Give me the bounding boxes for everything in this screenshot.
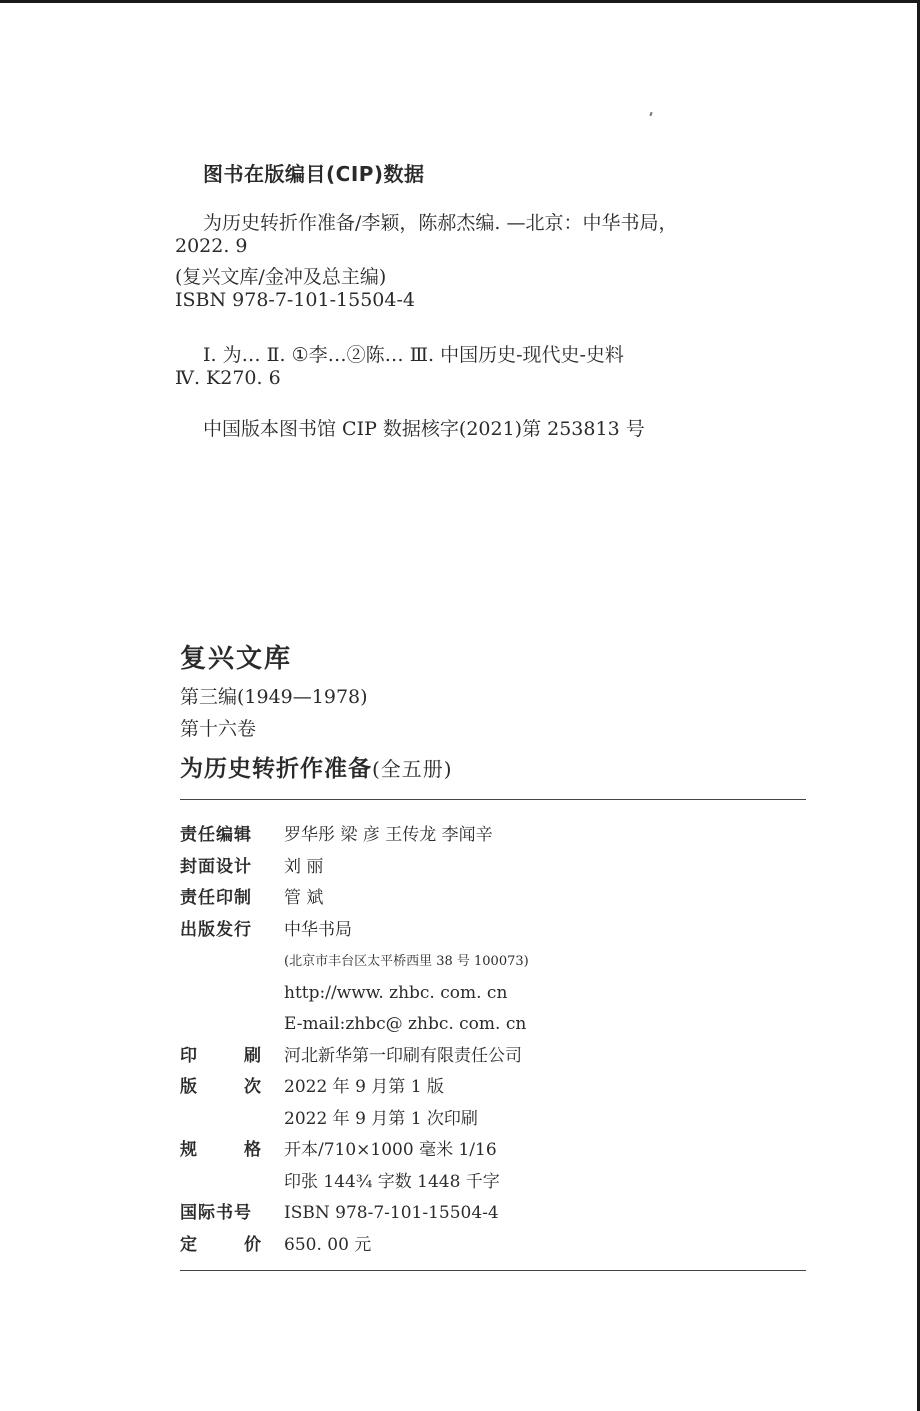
credit-row-website: [180, 978, 780, 1010]
credit-value: 河北新华第一印刷有限责任公司: [284, 1045, 522, 1066]
credit-row-printing-supervisor: [180, 883, 780, 915]
credit-label: 印刷: [180, 1045, 262, 1066]
book-title-text: 为历史转折作准备: [180, 756, 372, 782]
credit-label: 责任印制: [180, 888, 252, 908]
credit-label: 封面设计: [180, 856, 252, 877]
credit-row-cover-design: [180, 852, 780, 884]
credit-row-email: [180, 1009, 780, 1041]
credit-value: 2022 年 9 月第 1 版: [284, 1077, 444, 1097]
credit-row-address: [180, 946, 780, 978]
credit-label: 版次: [180, 1077, 262, 1097]
cip-heading: 图书在版编目(CIP)数据: [203, 162, 425, 186]
credits-table: [180, 820, 780, 1261]
book-title-note: (全五册): [372, 757, 453, 781]
credit-value: 刘 丽: [284, 856, 324, 877]
credit-row-printing: [180, 1104, 780, 1136]
credit-value: 2022 年 9 月第 1 次印刷: [284, 1108, 478, 1129]
credit-row-editor: [180, 820, 780, 852]
credit-value: http://www. zhbc. com. cn: [284, 982, 508, 1003]
credit-label: 规格: [180, 1140, 262, 1160]
credit-label: 国际书号: [180, 1203, 252, 1223]
credit-row-edition: [180, 1072, 780, 1104]
credit-label: 责任编辑: [180, 825, 252, 845]
credit-value: 罗华彤 梁 彦 王传龙 李闻辛: [284, 825, 493, 845]
credit-row-publisher: [180, 915, 780, 947]
cip-line-class-number: Ⅳ. K270. 6: [175, 367, 281, 389]
credit-row-printer: [180, 1041, 780, 1073]
book-title: [180, 750, 453, 783]
cip-line-catalog-number: 中国版本图书馆 CIP 数据核字(2021)第 253813 号: [203, 418, 645, 440]
cip-line-classification: Ⅰ. 为… Ⅱ. ①李…②陈… Ⅲ. 中国历史-现代史-史料: [203, 344, 624, 366]
series-edition: 第三编(1949—1978): [180, 686, 368, 708]
bottom-divider: [180, 1270, 806, 1271]
credit-row-sheets: [180, 1167, 780, 1199]
credit-row-isbn: [180, 1198, 780, 1230]
top-divider: [180, 799, 806, 800]
series-title: 复兴文库: [180, 644, 293, 674]
credit-value: ISBN 978-7-101-15504-4: [284, 1203, 499, 1223]
cip-line-title: 为历史转折作准备/李颖，陈郝杰编. —北京：中华书局，: [203, 212, 678, 234]
credit-value: 650. 00 元: [284, 1234, 372, 1255]
credit-value: 开本/710×1000 毫米 1/16: [284, 1140, 497, 1160]
series-volume: 第十六卷: [180, 718, 257, 740]
credit-value: 管 斌: [284, 888, 324, 908]
credit-label: 出版发行: [180, 919, 252, 940]
cip-line-date: 2022. 9: [175, 235, 248, 257]
scan-speck: [649, 112, 652, 116]
cip-line-series: (复兴文库/金冲及总主编): [175, 266, 387, 288]
credit-row-price: [180, 1230, 780, 1262]
credit-value: 印张 144¾ 字数 1448 千字: [284, 1171, 500, 1192]
credit-label: 定价: [180, 1234, 262, 1255]
credit-value: E-mail:zhbc@ zhbc. com. cn: [284, 1014, 527, 1034]
credit-value: 中华书局: [284, 919, 352, 940]
credit-value: (北京市丰台区太平桥西里 38 号 100073): [284, 954, 529, 969]
scan-border-top: [0, 0, 920, 3]
credit-row-format: [180, 1135, 780, 1167]
cip-line-isbn: ISBN 978-7-101-15504-4: [175, 289, 415, 311]
